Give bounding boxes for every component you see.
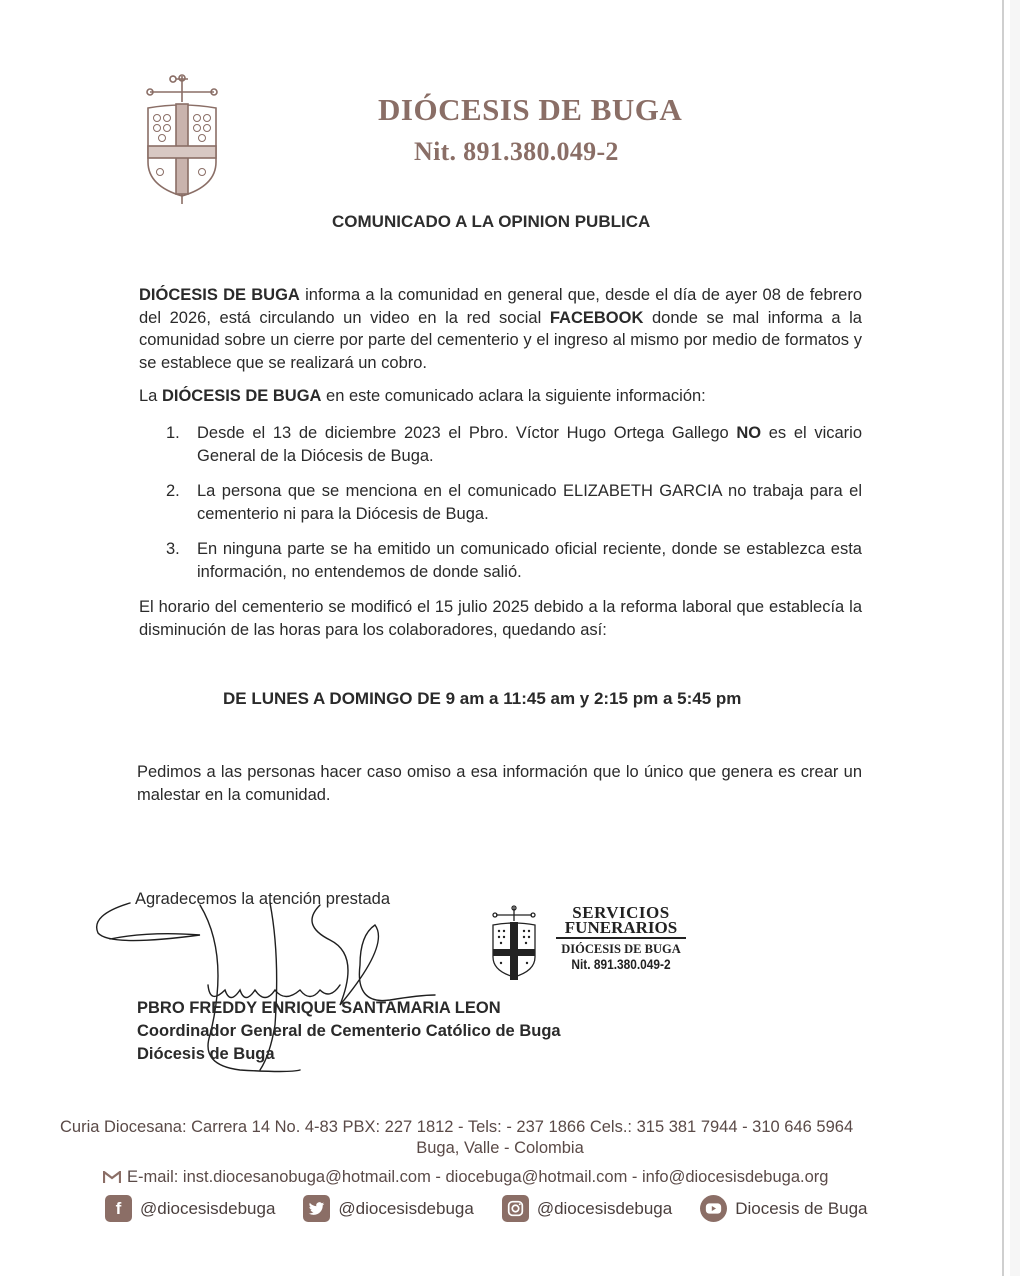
stamp-line-2: FUNERARIOS — [556, 920, 686, 939]
document-title: COMUNICADO A LA OPINION PUBLICA — [332, 212, 651, 231]
list-number: 2. — [166, 482, 180, 500]
list-item-text: La persona que se menciona en el comunicado ELIZABETH GARCIA no trabaja para el cementerio ni para la Diócesis de Buga. — [197, 482, 862, 523]
signer-role: Coordinador General de Cementerio Católico de Buga — [137, 1022, 561, 1040]
stamp-line-3: DIÓCESIS DE BUGA — [561, 942, 681, 956]
list-item-text: En ninguna parte se ha emitido un comunicado oficial reciente, donde se establezca esta información, no entendemos de donde salió. — [197, 540, 862, 581]
social-label: @diocesisdebuga — [536, 1198, 673, 1218]
closing-thanks: Agradecemos la atención prestada — [135, 890, 390, 908]
funeral-services-crest-icon — [490, 905, 538, 981]
list-item — [166, 422, 862, 467]
page-margin — [1010, 0, 1020, 1276]
signer-name: PBRO FREDDY ENRIQUE SANTAMARIA LEON — [137, 999, 501, 1017]
paragraph-request: Pedimos a las personas hacer caso omiso a esa información que lo único que genera es crear un malestar en la comunidad. — [137, 763, 862, 804]
text-segment: La — [139, 387, 162, 405]
bold-text: DIÓCESIS DE BUGA — [139, 286, 300, 304]
footer-address: Curia Diocesana: Carrera 14 No. 4-83 PBX: 227 1812 - Tels: - 237 1866 Cels.: 315 381 7944 - 310 646 5964 — [60, 1118, 854, 1136]
footer-city: Buga, Valle - Colombia — [416, 1139, 584, 1157]
bold-text: NO — [736, 424, 762, 442]
social-facebook[interactable] — [105, 1195, 275, 1222]
paragraph-schedule-change: El horario del cementerio se modificó el 15 julio 2025 debido a la reforma laboral que establecía la disminución de las horas para los colaboradores, quedando así: — [139, 598, 862, 639]
funeral-services-stamp — [556, 905, 686, 971]
paragraph-intro — [139, 284, 862, 374]
list-number: 3. — [166, 540, 180, 558]
youtube-icon — [700, 1195, 727, 1222]
list-item — [166, 480, 862, 525]
text-segment: es el vicario General de la Diócesis de Buga. — [197, 424, 862, 465]
facebook-icon: f — [105, 1195, 132, 1222]
text-segment: informa a la comunidad en general que, desde el día de ayer 08 de febrero del 2026, está circulando un video en la red social — [139, 286, 863, 327]
organization-name: DIÓCESIS DE BUGA — [378, 92, 683, 127]
signer-block — [137, 997, 561, 1066]
social-label: @diocesisdebuga — [140, 1198, 276, 1218]
stamp-line-4: Nit. 891.380.049-2 — [571, 956, 671, 972]
footer-email: E-mail: inst.diocesanobuga@hotmail.com - diocebuga@hotmail.com - info@diocesisdebuga.org — [127, 1168, 829, 1186]
schedule-hours: DE LUNES A DOMINGO DE 9 am a 11:45 am y 2:15 pm a 5:45 pm — [223, 689, 742, 708]
social-links — [105, 1195, 896, 1222]
twitter-icon — [303, 1195, 330, 1222]
text-segment: donde se mal informa a la comunidad sobre un cierre por parte del cementerio y el ingreso al mismo por medio de formatos y se establece que se realizará un cobro. — [139, 308, 862, 372]
footer-email-row — [103, 1168, 903, 1187]
social-label: @diocesisdebuga — [338, 1198, 474, 1218]
stamp-line-1: SERVICIOS — [572, 903, 670, 922]
text-segment: en este comunicado aclara la siguiente información: — [321, 387, 706, 405]
bold-text: DIÓCESIS DE BUGA — [161, 387, 322, 405]
page-edge — [1002, 0, 1004, 1276]
list-item-text — [197, 422, 862, 467]
list-number: 1. — [166, 424, 180, 442]
organization-nit: Nit. 891.380.049-2 — [414, 137, 619, 166]
social-twitter[interactable] — [303, 1195, 473, 1222]
diocese-crest-icon — [146, 74, 218, 206]
instagram-icon — [502, 1195, 529, 1222]
social-youtube[interactable] — [700, 1195, 867, 1222]
text-segment: Desde el 13 de diciembre 2023 el Pbro. Víctor Hugo Ortega Gallego — [197, 424, 737, 442]
social-instagram[interactable] — [502, 1195, 672, 1222]
paragraph-clarification — [139, 385, 862, 408]
mail-icon — [103, 1171, 121, 1184]
bold-text: FACEBOOK — [549, 308, 644, 327]
signer-org: Diócesis de Buga — [137, 1045, 275, 1063]
list-item — [166, 538, 862, 583]
social-label: Diocesis de Buga — [735, 1198, 868, 1218]
